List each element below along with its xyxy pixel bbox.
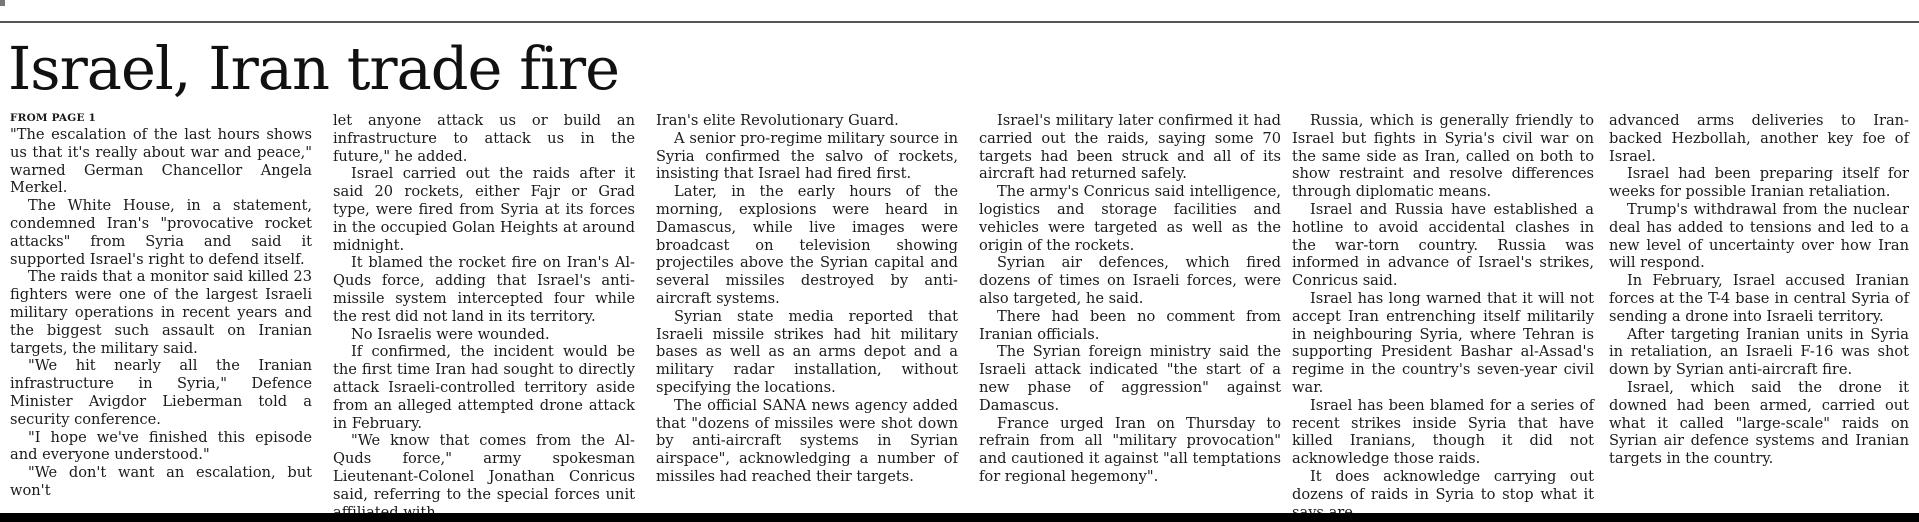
- article-column-1: [10, 112, 312, 512]
- paragraph: A senior pro-regime military source in Syria confirmed the salvo of rockets, insisting that Israel had fired first.: [656, 129, 958, 183]
- paragraph: Trump's withdrawal from the nuclear deal has added to tensions and led to a new level of uncertainty over how Iran will respond.: [1609, 200, 1909, 272]
- paragraph: Israel and Russia have established a hotline to avoid accidental clashes in the war-torn country. Russia was informed in advance of Israel's strikes, Conricus said.: [1292, 200, 1594, 290]
- paragraph: Israel has long warned that it will not accept Iran entrenching itself militarily in neighbouring Syria, where Tehran is supporting President Bashar al-Assad's regime in the country's seven-year civil war.: [1292, 289, 1594, 396]
- paragraph: "We hit nearly all the Iranian infrastructure in Syria," Defence Minister Avigdor Lieberman told a security conference.: [10, 357, 312, 428]
- paragraph: It does acknowledge carrying out dozens of raids in Syria to stop what it: [1292, 467, 1594, 503]
- kicker: FROM PAGE 1: [10, 112, 97, 124]
- headline: Israel, Iran trade fire: [8, 34, 620, 103]
- top-rule: [0, 21, 1919, 23]
- paragraph: Iran's elite Revolutionary Guard.: [656, 112, 899, 129]
- paragraph: "The escalation of the last hours shows us that it's really about war and peace," warned German Chancellor Angela Merkel.: [10, 126, 312, 197]
- article-column-5: [1292, 112, 1594, 512]
- paragraph: Israel had been preparing itself for weeks for possible Iranian retaliation.: [1609, 165, 1909, 201]
- article-column-6: [1609, 112, 1909, 512]
- paragraph: "I hope we've finished this episode and everyone understood.": [10, 428, 312, 464]
- paragraph: The Syrian foreign ministry said the Israeli attack indicated "the start of a new phase of aggression" against Damascus.: [979, 343, 1281, 414]
- paragraph: France urged Iran on Thursday to refrain from all "military provocation" and cautioned it against "all temptations for regional hegemony".: [979, 414, 1281, 485]
- paragraph: Israel's military later confirmed it had carried out the raids, saying some 70 targets had been struck and all of its aircraft had returned safely.: [979, 112, 1281, 183]
- paragraph: advanced arms deliveries to Iran-backed Hezbollah, another key foe of Israel.: [1609, 112, 1909, 165]
- paragraph: The official SANA news agency added that "dozens of missiles were shot down by anti-aircraft systems in Syrian airspace", acknowledging a number of missiles had reached their targets.: [656, 396, 958, 485]
- paragraph: let anyone attack us or build an infrastructure to attack us in the future," he added.: [333, 112, 635, 165]
- article-column-4: [979, 112, 1281, 512]
- paragraph: No Israelis were wounded.: [351, 325, 550, 343]
- paragraph: Israel, which said the drone it downed had been armed, carried out what it called "large-scale" raids on Syrian air defence systems and Iranian targets in the country.: [1609, 378, 1909, 468]
- paragraph: Later, in the early hours of the morning, explosions were heard in Damascus, while live images were broadcast on television showing projectiles above the Syrian capital and several missiles destroyed by anti-aircraft systems.: [656, 183, 958, 307]
- article-column-3: [656, 112, 958, 512]
- paragraph: In February, Israel accused Iranian forces at the T-4 base in central Syria of sending a drone into Israeli territory.: [1609, 272, 1909, 325]
- paragraph: Syrian air defences, which fired dozens of times on Israeli forces, were also targeted, he said.: [979, 254, 1281, 307]
- paragraph: It blamed the rocket fire on Iran's Al-Quds force, adding that Israel's anti-missile system intercepted four while the rest did not land in its territory.: [333, 254, 635, 325]
- page-corner-mark: [0, 0, 5, 6]
- paragraph: There had been no comment from Iranian officials.: [979, 307, 1281, 343]
- paragraph: Israel carried out the raids after it said 20 rockets, either Fajr or Grad type, were fired from Syria at its forces in the occupied Golan Heights at around midnight.: [333, 165, 635, 254]
- paragraph: "We don't want an escalation, but won't: [10, 464, 312, 499]
- article-column-2: [333, 112, 635, 512]
- paragraph: Russia, which is generally friendly to Israel but fights in Syria's civil war on the same side as Iran, called on both to show restraint and resolve differences through diplomatic means.: [1292, 112, 1594, 201]
- paragraph: Israel has been blamed for a series of recent strikes inside Syria that have killed Iranians, though it did not acknowledge those raids.: [1292, 396, 1594, 468]
- paragraph: If confirmed, the incident would be the first time Iran had sought to directly attack Israeli-controlled territory aside from an alleged attempted drone attack in February.: [333, 343, 635, 432]
- paragraph: The White House, in a statement, condemned Iran's "provocative rocket attacks" from Syria and said it supported Israel's right to defend itself.: [10, 197, 312, 268]
- paragraph: "We know that comes from the Al-Quds force," army spokesman Lieutenant-Colonel Jonathan Conricus said, referring to the special forces unit: [333, 432, 635, 503]
- paragraph: The army's Conricus said intelligence, logistics and storage facilities and vehicles were targeted as well as the origin of the rockets.: [979, 183, 1281, 254]
- paragraph: Syrian state media reported that Israeli missile strikes had hit military bases as well as an arms depot and a military radar installation, without specifying the locations.: [656, 307, 958, 396]
- bottom-border: [0, 513, 1919, 522]
- paragraph: The raids that a monitor said killed 23 fighters were one of the largest Israeli military operations in recent years and the biggest such assault on Iranian targets, the military said.: [10, 268, 312, 357]
- paragraph: After targeting Iranian units in Syria in retaliation, an Israeli F-16 was shot down by Syrian anti-aircraft fire.: [1609, 325, 1909, 379]
